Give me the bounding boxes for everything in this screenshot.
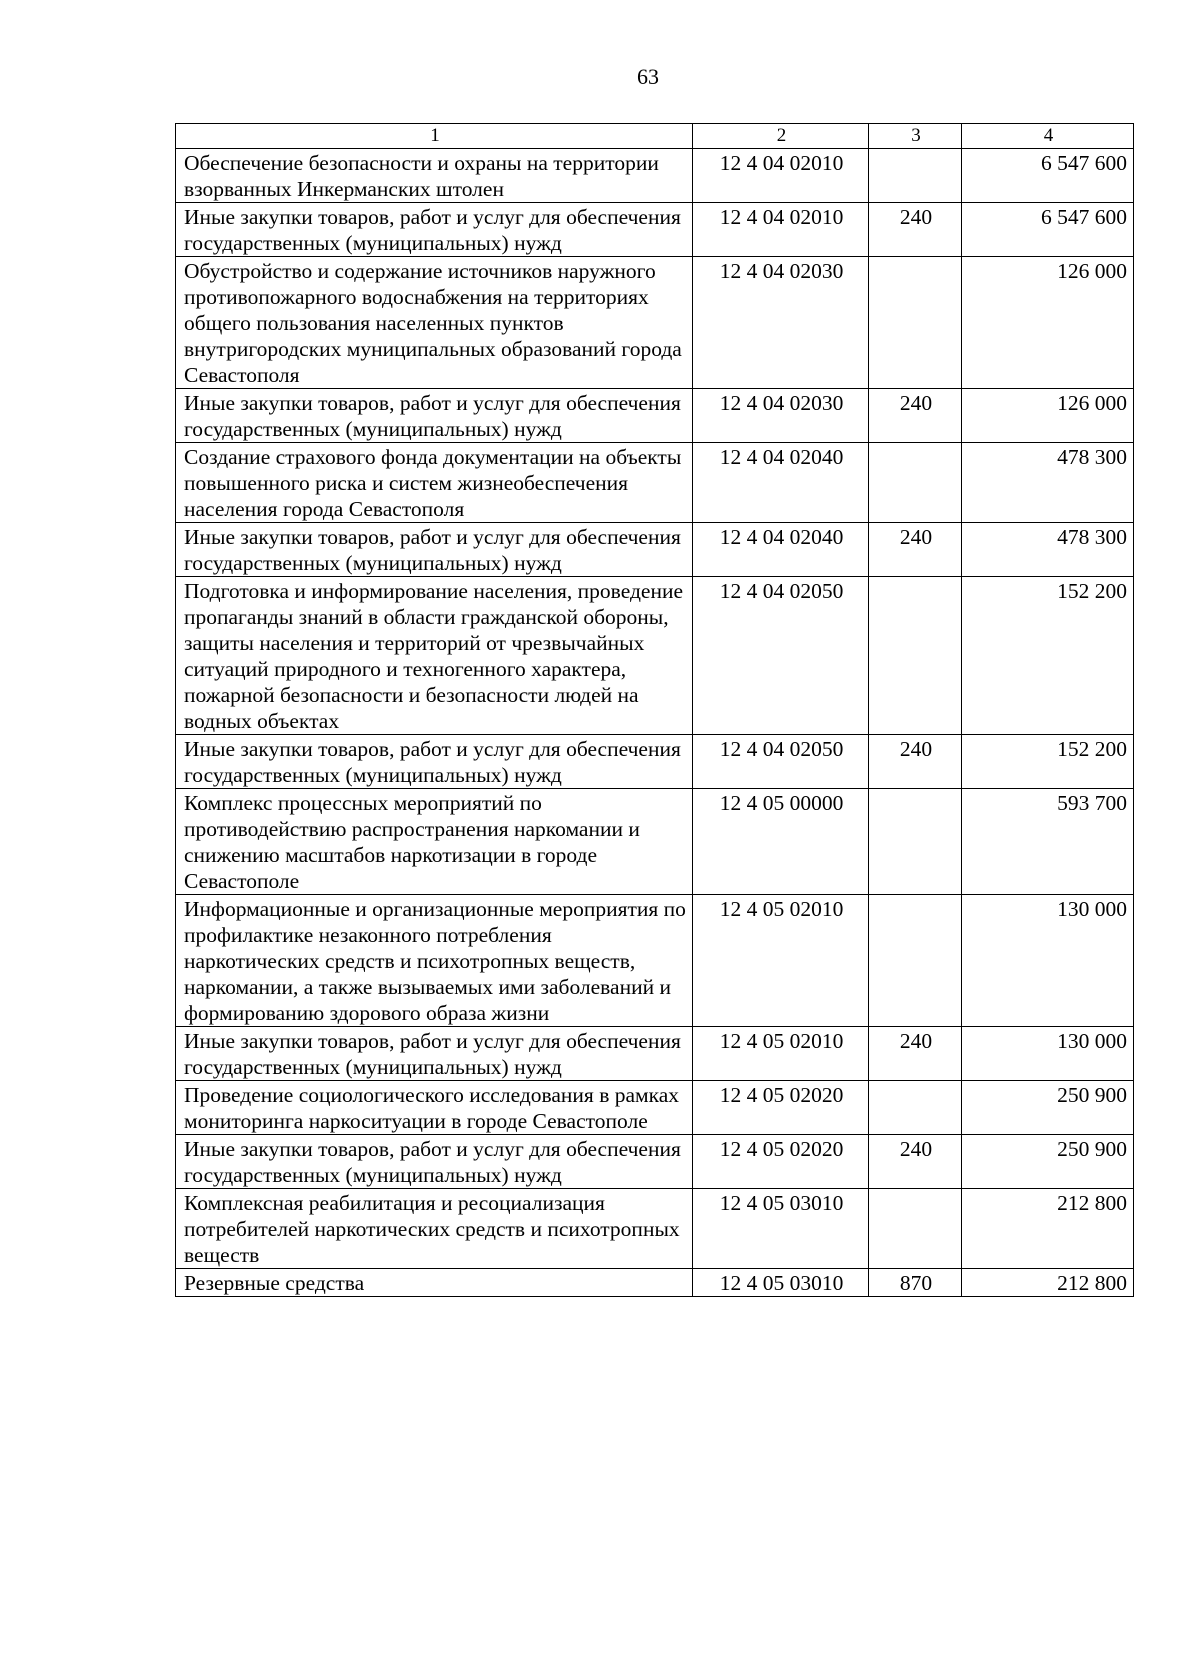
row-type <box>869 149 962 203</box>
row-type: 240 <box>869 203 962 257</box>
row-amount: 212 800 <box>962 1189 1134 1269</box>
row-amount: 152 200 <box>962 577 1134 735</box>
row-code: 12 4 05 02010 <box>693 895 869 1027</box>
row-name: Иные закупки товаров, работ и услуг для обеспечения государственных (муниципальных) нужд <box>176 389 693 443</box>
row-name: Информационные и организационные мероприятия по профилактике незаконного потребления наркотических средств и психотропных веществ, наркомании, а также вызываемых ими заболеваний и формированию здорового образа жизни <box>176 895 693 1027</box>
row-type <box>869 789 962 895</box>
row-amount: 130 000 <box>962 1027 1134 1081</box>
table-row <box>176 735 1134 789</box>
row-type: 240 <box>869 523 962 577</box>
row-code: 12 4 04 02040 <box>693 443 869 523</box>
row-name: Иные закупки товаров, работ и услуг для обеспечения государственных (муниципальных) нужд <box>176 1135 693 1189</box>
row-type: 240 <box>869 1135 962 1189</box>
row-type: 870 <box>869 1269 962 1297</box>
row-code: 12 4 05 02020 <box>693 1135 869 1189</box>
header-col-3: 3 <box>869 124 962 149</box>
row-code: 12 4 04 02040 <box>693 523 869 577</box>
row-name: Проведение социологического исследования в рамках мониторинга наркоситуации в городе Севастополе <box>176 1081 693 1135</box>
row-amount: 250 900 <box>962 1081 1134 1135</box>
table-row <box>176 1135 1134 1189</box>
row-name: Комплекс процессных мероприятий по противодействию распространения наркомании и снижению масштабов наркотизации в городе Севастополе <box>176 789 693 895</box>
row-amount: 6 547 600 <box>962 203 1134 257</box>
row-name: Иные закупки товаров, работ и услуг для обеспечения государственных (муниципальных) нужд <box>176 735 693 789</box>
row-code: 12 4 04 02050 <box>693 735 869 789</box>
row-amount: 593 700 <box>962 789 1134 895</box>
table-row <box>176 257 1134 389</box>
table-row <box>176 443 1134 523</box>
table-row <box>176 1081 1134 1135</box>
row-type <box>869 1081 962 1135</box>
row-code: 12 4 04 02010 <box>693 149 869 203</box>
row-name: Иные закупки товаров, работ и услуг для обеспечения государственных (муниципальных) нужд <box>176 523 693 577</box>
row-code: 12 4 05 00000 <box>693 789 869 895</box>
row-type <box>869 257 962 389</box>
row-code: 12 4 04 02050 <box>693 577 869 735</box>
row-amount: 152 200 <box>962 735 1134 789</box>
row-code: 12 4 04 02030 <box>693 389 869 443</box>
row-type <box>869 577 962 735</box>
row-amount: 130 000 <box>962 895 1134 1027</box>
header-col-4: 4 <box>962 124 1134 149</box>
table-row <box>176 203 1134 257</box>
row-name: Резервные средства <box>176 1269 693 1297</box>
table-row <box>176 577 1134 735</box>
row-type: 240 <box>869 389 962 443</box>
header-row <box>176 124 1134 149</box>
row-amount: 212 800 <box>962 1269 1134 1297</box>
row-code: 12 4 05 02020 <box>693 1081 869 1135</box>
table-row <box>176 1189 1134 1269</box>
row-name: Комплексная реабилитация и ресоциализация потребителей наркотических средств и психотропных веществ <box>176 1189 693 1269</box>
row-type: 240 <box>869 735 962 789</box>
table-row <box>176 895 1134 1027</box>
page-number: 63 <box>637 64 659 89</box>
row-type <box>869 443 962 523</box>
table-body <box>176 149 1134 1297</box>
row-name: Обеспечение безопасности и охраны на территории взорванных Инкерманских штолен <box>176 149 693 203</box>
row-code: 12 4 04 02010 <box>693 203 869 257</box>
row-type <box>869 1189 962 1269</box>
budget-table <box>175 123 1134 1297</box>
table-row <box>176 389 1134 443</box>
row-type <box>869 895 962 1027</box>
row-code: 12 4 05 03010 <box>693 1189 869 1269</box>
row-amount: 126 000 <box>962 389 1134 443</box>
row-type: 240 <box>869 1027 962 1081</box>
row-name: Иные закупки товаров, работ и услуг для обеспечения государственных (муниципальных) нужд <box>176 1027 693 1081</box>
row-amount: 478 300 <box>962 523 1134 577</box>
row-code: 12 4 05 02010 <box>693 1027 869 1081</box>
table-row <box>176 1027 1134 1081</box>
row-amount: 6 547 600 <box>962 149 1134 203</box>
row-name: Подготовка и информирование населения, проведение пропаганды знаний в области гражданской обороны, защиты населения и территорий от чрезвычайных ситуаций природного и техногенного характера, пожарной безопасности и безопасности людей на водных объектах <box>176 577 693 735</box>
row-code: 12 4 05 03010 <box>693 1269 869 1297</box>
table-row <box>176 1269 1134 1297</box>
row-amount: 478 300 <box>962 443 1134 523</box>
table-row <box>176 789 1134 895</box>
row-code: 12 4 04 02030 <box>693 257 869 389</box>
header-col-2: 2 <box>693 124 869 149</box>
header-col-1: 1 <box>176 124 693 149</box>
row-amount: 250 900 <box>962 1135 1134 1189</box>
row-name: Иные закупки товаров, работ и услуг для обеспечения государственных (муниципальных) нужд <box>176 203 693 257</box>
row-name: Создание страхового фонда документации на объекты повышенного риска и систем жизнеобеспечения населения города Севастополя <box>176 443 693 523</box>
table-row <box>176 149 1134 203</box>
table-row <box>176 523 1134 577</box>
row-amount: 126 000 <box>962 257 1134 389</box>
row-name: Обустройство и содержание источников наружного противопожарного водоснабжения на территориях общего пользования населенных пунктов внутригородских муниципальных образований города Севастополя <box>176 257 693 389</box>
